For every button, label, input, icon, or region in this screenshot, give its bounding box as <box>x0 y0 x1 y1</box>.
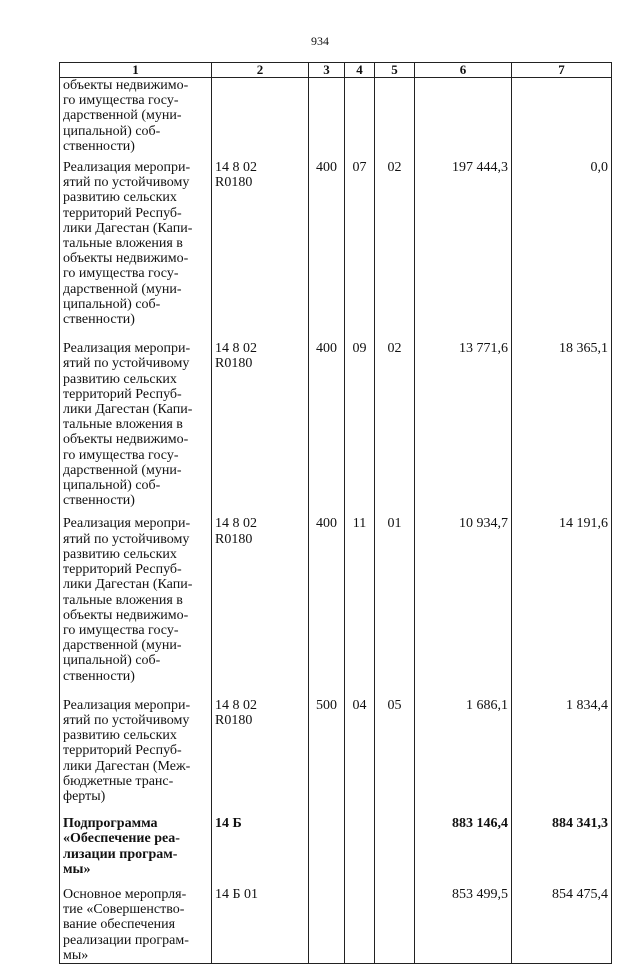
table-row <box>60 78 612 155</box>
row-name-line: ципальной) соб- <box>63 296 161 312</box>
row-subsection-cell: 02 <box>375 154 415 327</box>
row-name-cell <box>60 684 212 804</box>
row-amount-cell: 884 341,3 <box>512 804 612 877</box>
row-subsection-cell <box>375 78 415 155</box>
row-amount-cell: 1 686,1 <box>415 684 512 804</box>
row-code-line: R0180 <box>215 175 253 191</box>
row-code-cell <box>212 154 309 327</box>
row-name-line: территорий Респуб- <box>63 205 182 221</box>
row-name-line: лики Дагестан (Капи- <box>63 577 193 593</box>
row-name-cell <box>60 877 212 964</box>
row-name-line: вание обеспечения <box>63 917 176 933</box>
row-name-line: ципальной) соб- <box>63 123 161 139</box>
row-name-line: объекты недвижимо- <box>63 432 189 448</box>
row-vr-cell: 400 <box>309 154 345 327</box>
row-name-line: «Обеспечение реа- <box>63 831 180 847</box>
row-section-cell: 04 <box>345 684 375 804</box>
row-code-cell <box>212 78 309 155</box>
column-header: 1 <box>60 63 212 78</box>
row-vr-cell: 400 <box>309 508 345 683</box>
row-name-line: развитию сельских <box>63 728 177 744</box>
row-name-line: бюджетные транс- <box>63 773 174 789</box>
row-code-line: 14 8 02 <box>215 516 257 532</box>
row-name-cell <box>60 804 212 877</box>
row-name-line: Реализация меропри- <box>63 341 191 357</box>
row-code-line: 14 8 02 <box>215 341 257 357</box>
row-name-line: ятий по устойчивому <box>63 356 190 372</box>
row-amount-cell: 10 934,7 <box>415 508 512 683</box>
row-name-line: го имущества госу- <box>63 93 179 109</box>
row-vr-cell <box>309 804 345 877</box>
row-subsection-cell: 02 <box>375 327 415 508</box>
row-section-cell <box>345 877 375 964</box>
row-name-line: Реализация меропри- <box>63 697 191 713</box>
row-name-line: го имущества госу- <box>63 447 179 463</box>
row-amount-cell: 883 146,4 <box>415 804 512 877</box>
column-header: 6 <box>415 63 512 78</box>
row-name-line: дарственной (муни- <box>63 638 182 654</box>
row-name-line: ственности) <box>63 312 135 328</box>
row-code-cell <box>212 508 309 683</box>
row-name-line: лики Дагестан (Меж- <box>63 758 191 774</box>
row-code-cell <box>212 684 309 804</box>
table-row <box>60 154 612 327</box>
column-header: 7 <box>512 63 612 78</box>
row-name-line: развитию сельских <box>63 190 177 206</box>
row-name-line: тальные вложения в <box>63 592 183 608</box>
column-header: 4 <box>345 63 375 78</box>
row-amount-cell: 13 771,6 <box>415 327 512 508</box>
row-name-line: ципальной) соб- <box>63 653 161 669</box>
table-row <box>60 877 612 964</box>
row-amount-cell <box>512 78 612 155</box>
row-code-line: R0180 <box>215 712 253 728</box>
row-name-line: ципальной) соб- <box>63 478 161 494</box>
row-name-line: дарственной (муни- <box>63 462 182 478</box>
row-name-line: мы» <box>63 861 91 877</box>
row-code-cell <box>212 877 309 964</box>
table-row <box>60 684 612 804</box>
row-name-line: объекты недвижимо- <box>63 251 189 267</box>
row-name-cell <box>60 327 212 508</box>
row-name-line: тие «Совершенство- <box>63 902 185 918</box>
row-name-line: ственности) <box>63 668 135 684</box>
row-code-cell <box>212 327 309 508</box>
row-name-line: Реализация меропри- <box>63 160 191 176</box>
row-name-line: объекты недвижимо- <box>63 78 189 93</box>
row-code-line: R0180 <box>215 531 253 547</box>
row-name-line: развитию сельских <box>63 546 177 562</box>
row-name-line: ятий по устойчивому <box>63 712 190 728</box>
row-name-line: лики Дагестан (Капи- <box>63 402 193 418</box>
row-name-line: территорий Респуб- <box>63 386 182 402</box>
column-header: 5 <box>375 63 415 78</box>
row-name-line: ственности) <box>63 138 135 154</box>
budget-table <box>59 62 612 964</box>
row-name-line: Подпрограмма <box>63 816 158 832</box>
row-section-cell: 07 <box>345 154 375 327</box>
row-amount-cell: 197 444,3 <box>415 154 512 327</box>
row-section-cell: 11 <box>345 508 375 683</box>
row-name-line: го имущества госу- <box>63 622 179 638</box>
row-subsection-cell <box>375 877 415 964</box>
table-row <box>60 804 612 877</box>
row-name-line: лизации програм- <box>63 846 178 862</box>
row-name-line: дарственной (муни- <box>63 108 182 124</box>
row-name-line: ятий по устойчивому <box>63 175 190 191</box>
row-section-cell: 09 <box>345 327 375 508</box>
row-name-line: лики Дагестан (Капи- <box>63 220 193 236</box>
row-name-line: реализации програм- <box>63 932 189 948</box>
row-name-line: ятий по устойчивому <box>63 531 190 547</box>
row-code-cell <box>212 804 309 877</box>
table-header-row <box>60 63 612 78</box>
row-vr-cell <box>309 877 345 964</box>
row-vr-cell <box>309 78 345 155</box>
table-row <box>60 508 612 683</box>
row-vr-cell: 400 <box>309 327 345 508</box>
row-amount-cell: 18 365,1 <box>512 327 612 508</box>
row-name-line: дарственной (муни- <box>63 281 182 297</box>
row-name-line: Основное меропрля- <box>63 886 187 902</box>
row-name-line: мы» <box>63 947 89 963</box>
row-subsection-cell: 01 <box>375 508 415 683</box>
row-name-line: развитию сельских <box>63 371 177 387</box>
row-code-line: 14 8 02 <box>215 160 257 176</box>
row-amount-cell: 853 499,5 <box>415 877 512 964</box>
table-row <box>60 327 612 508</box>
row-name-line: го имущества госу- <box>63 266 179 282</box>
row-code-line: 14 8 02 <box>215 697 257 713</box>
row-section-cell <box>345 78 375 155</box>
row-amount-cell: 1 834,4 <box>512 684 612 804</box>
row-name-line: тальные вложения в <box>63 236 183 252</box>
page-number: 934 <box>311 34 329 48</box>
row-name-line: территорий Респуб- <box>63 743 182 759</box>
row-amount-cell <box>415 78 512 155</box>
row-code-line: 14 Б <box>215 816 242 832</box>
row-name-cell <box>60 154 212 327</box>
row-name-line: тальные вложения в <box>63 417 183 433</box>
column-header: 2 <box>212 63 309 78</box>
row-code-line: 14 Б 01 <box>215 886 259 902</box>
row-name-line: объекты недвижимо- <box>63 607 189 623</box>
row-name-line: ферты) <box>63 788 106 804</box>
row-amount-cell: 854 475,4 <box>512 877 612 964</box>
row-name-cell <box>60 78 212 155</box>
row-subsection-cell <box>375 804 415 877</box>
row-subsection-cell: 05 <box>375 684 415 804</box>
row-name-line: территорий Респуб- <box>63 562 182 578</box>
row-name-line: Реализация меропри- <box>63 516 191 532</box>
table-body <box>60 78 612 964</box>
row-vr-cell: 500 <box>309 684 345 804</box>
column-header: 3 <box>309 63 345 78</box>
row-name-line: ственности) <box>63 493 135 509</box>
row-amount-cell: 0,0 <box>512 154 612 327</box>
row-name-cell <box>60 508 212 683</box>
row-code-line: R0180 <box>215 356 253 372</box>
row-amount-cell: 14 191,6 <box>512 508 612 683</box>
row-section-cell <box>345 804 375 877</box>
